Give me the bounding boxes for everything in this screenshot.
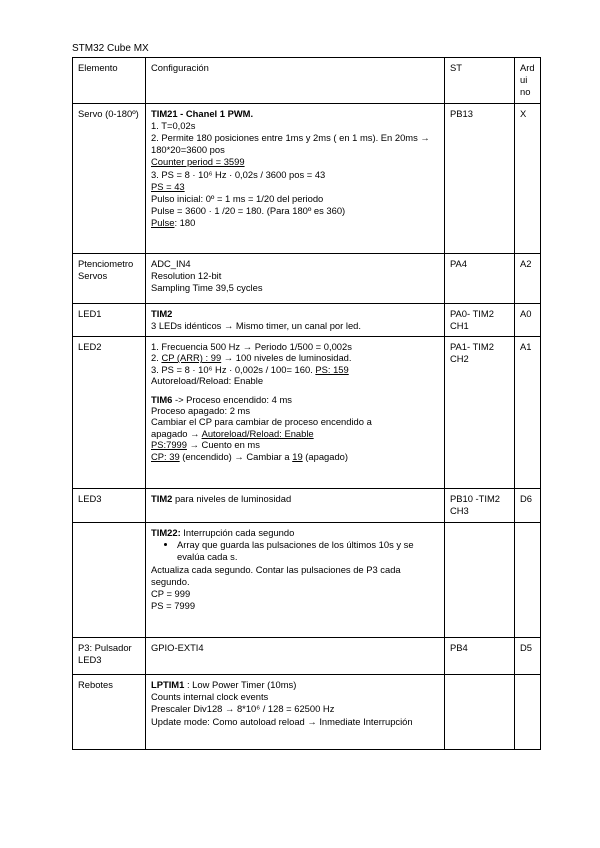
header-arduino: Ardui no — [515, 58, 541, 104]
config-line: 3 LEDs idénticos → Mismo timer, un canal por led. — [151, 319, 361, 331]
config-line: Autoreload/Reload: Enable — [151, 375, 264, 387]
cell-elemento: LED2 — [73, 337, 146, 489]
cell-configuracion — [146, 675, 445, 750]
cell-arduino — [515, 523, 541, 638]
config-line: 3. PS = 8 · 10⁶ Hz · 0,02s / 3600 pos = 43 — [151, 168, 326, 180]
spacer — [151, 387, 440, 394]
config-line — [151, 451, 440, 462]
config-line — [151, 217, 440, 229]
document-title: STM32 Cube MX — [72, 43, 149, 54]
config-text: Autoreload/Reload: Enable — [201, 427, 314, 439]
config-text: PS: 159 — [315, 363, 349, 375]
config-line: CP = 999 — [151, 588, 191, 600]
config-line — [151, 439, 440, 450]
config-line — [151, 364, 440, 375]
cell-configuracion — [146, 253, 445, 303]
config-table — [72, 57, 541, 750]
config-text: 3. PS = 8 · 10⁶ Hz · 0,002s / 100= 160. — [151, 363, 316, 375]
header-st: ST — [445, 58, 515, 104]
cell-arduino: D5 — [515, 638, 541, 675]
table-row-led3 — [73, 489, 541, 523]
cell-arduino: A1 — [515, 337, 541, 489]
config-text: → Cuento en ms — [186, 439, 260, 451]
bullet-list — [151, 539, 440, 563]
config-text: Interrupción cada segundo — [180, 527, 295, 539]
cell-st — [445, 675, 515, 750]
list-item: • Array que guarda las pulsaciones de los últimos 10s y se evalúa cada s. — [177, 539, 440, 563]
config-line: Sampling Time 39,5 cycles — [151, 282, 263, 294]
config-line: Pulse = 3600 · 1 /20 = 180. (Para 180º es 360) — [151, 205, 346, 217]
cell-configuracion — [146, 523, 445, 638]
config-text: CP: 39 — [151, 450, 180, 462]
config-line: GPIO-EXTI4 — [151, 642, 204, 654]
table-row-tim22 — [73, 523, 541, 638]
cell-elemento: Rebotes — [73, 675, 146, 750]
header-elemento: Elemento — [73, 58, 146, 104]
cell-st: PA1- TIM2 CH2 — [445, 337, 515, 489]
config-line: PS = 7999 — [151, 600, 196, 612]
table-row-rebotes — [73, 675, 541, 750]
cell-configuracion — [146, 337, 445, 489]
config-line: 1. T=0,02s — [151, 119, 196, 131]
table-row-potenciometro — [73, 253, 541, 303]
config-text: apagado → — [151, 427, 202, 439]
cell-arduino: X — [515, 103, 541, 253]
config-line — [151, 352, 440, 363]
config-line: 2. Permite 180 posiciones entre 1ms y 2ms ( en 1 ms). En 20ms → 180*20=3600 pos — [151, 132, 430, 156]
cell-configuracion — [146, 103, 445, 253]
cell-st: PB13 — [445, 103, 515, 253]
config-title: TIM2 — [151, 493, 173, 505]
config-line: Prescaler Div128 → 8*10⁶ / 128 = 62500 Hz — [151, 703, 335, 715]
config-line: Pulso inicial: 0º = 1 ms = 1/20 del periodo — [151, 193, 324, 205]
cell-st: PA0- TIM2 CH1 — [445, 303, 515, 336]
cell-configuracion — [146, 303, 445, 336]
config-line: ADC_IN4 — [151, 257, 191, 269]
cell-elemento: Ptenciometro Servos — [73, 253, 146, 303]
config-text: 19 — [292, 450, 303, 462]
cell-arduino: D6 — [515, 489, 541, 523]
cell-elemento: LED3 — [73, 489, 146, 523]
cell-arduino: A2 — [515, 253, 541, 303]
config-text: Pulse — [151, 217, 175, 229]
cell-st: PA4 — [445, 253, 515, 303]
cell-st — [445, 523, 515, 638]
cell-configuracion — [146, 489, 445, 523]
table-row-servo — [73, 103, 541, 253]
cell-st: PB10 -TIM2 CH3 — [445, 489, 515, 523]
config-text: (apagado) — [302, 450, 349, 462]
cell-st: PB4 — [445, 638, 515, 675]
cell-elemento — [73, 523, 146, 638]
config-title: TIM2 — [151, 307, 173, 319]
config-text: (encendido) → Cambiar a — [179, 450, 293, 462]
config-text: 2. — [151, 352, 162, 364]
config-line — [151, 428, 440, 439]
config-line: Counter period = 3599 — [151, 156, 245, 168]
table-header-row — [73, 58, 541, 104]
config-line: Counts internal clock events — [151, 691, 269, 703]
config-title: TIM22: — [151, 527, 181, 539]
table-row-p3 — [73, 638, 541, 675]
config-text: CP (ARR) : 99 — [161, 352, 222, 364]
table-row-led1 — [73, 303, 541, 336]
header-configuracion: Configuración — [146, 58, 445, 104]
config-title: TIM21 - Chanel 1 PWM. — [151, 107, 254, 119]
config-text: PS:7999 — [151, 439, 187, 451]
config-text: → 100 niveles de luminosidad. — [221, 352, 352, 364]
config-line: PS = 43 — [151, 180, 185, 192]
config-line — [151, 493, 440, 505]
config-line — [151, 679, 440, 691]
config-text: para niveles de luminosidad — [172, 493, 292, 505]
cell-elemento: P3: Pulsador LED3 — [73, 638, 146, 675]
cell-elemento: Servo (0-180º) — [73, 103, 146, 253]
cell-configuracion — [146, 638, 445, 675]
config-line — [151, 527, 440, 539]
config-title: LPTIM1 — [151, 679, 185, 691]
config-text: : 180 — [174, 217, 196, 229]
config-line: Update mode: Como autoload reload → Inmediate Interrupción — [151, 715, 413, 727]
cell-elemento: LED1 — [73, 303, 146, 336]
cell-arduino — [515, 675, 541, 750]
config-line: Cambiar el CP para cambiar de proceso encendido a — [151, 416, 372, 428]
config-line — [151, 394, 440, 405]
config-line: 1. Frecuencia 500 Hz → Periodo 1/500 = 0,002s — [151, 341, 352, 353]
config-line: Resolution 12-bit — [151, 269, 222, 281]
config-line: Proceso apagado: 2 ms — [151, 405, 251, 417]
config-line: Actualiza cada segundo. Contar las pulsaciones de P3 cada segundo. — [151, 563, 401, 587]
table-row-led2 — [73, 337, 541, 489]
config-text: : Low Power Timer (10ms) — [184, 679, 297, 691]
config-text: -> Proceso encendido: 4 ms — [172, 393, 292, 405]
cell-arduino: A0 — [515, 303, 541, 336]
config-title: TIM6 — [151, 393, 173, 405]
